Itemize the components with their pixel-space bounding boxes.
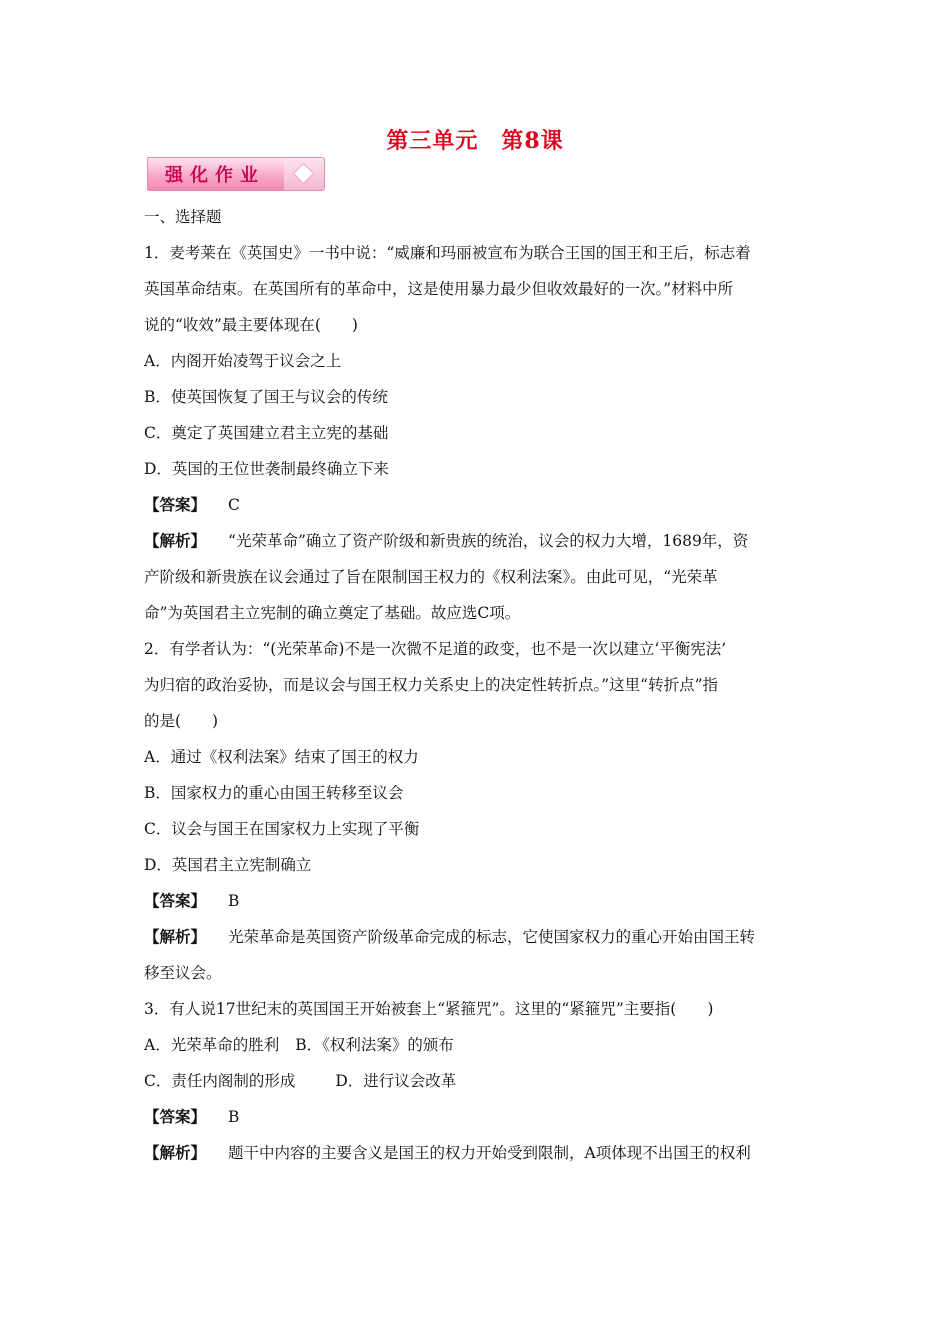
option-d: D．英国君主立宪制确立: [144, 856, 312, 874]
analysis-label: 【解析】: [144, 531, 207, 550]
document-body: [144, 199, 808, 1171]
analysis-line: [144, 1135, 808, 1171]
question-1: [144, 235, 808, 631]
analysis-text: “光荣革命”确立了资产阶级和新贵族的统治，议会的权力大增，1689年，资: [228, 532, 749, 550]
question-stem-line: 的是( ): [144, 712, 219, 730]
banner-label: 强化作业: [165, 165, 265, 186]
question-3: [144, 991, 808, 1171]
analysis-label: 【解析】: [144, 927, 207, 946]
answer-label: 【答案】: [144, 891, 207, 910]
analysis-text: 题干中内容的主要含义是国王的权力开始受到限制，A项体现不出国王的权利: [228, 1144, 751, 1162]
answer-value: C: [228, 496, 240, 514]
option-c: C．奠定了英国建立君主立宪的基础: [144, 424, 389, 442]
question-stem-line: 为归宿的政治妥协，而是议会与国王权力关系史上的决定性转折点。”这里“转折点”指: [144, 676, 719, 694]
options-row: [144, 1063, 808, 1099]
question-stem-line: 2．有学者认为：“(光荣革命)不是一次微不足道的政变，也不是一次以建立‘平衡宪法’: [144, 640, 727, 658]
option-a: A．内阁开始凌驾于议会之上: [144, 352, 342, 370]
analysis-label: 【解析】: [144, 1143, 207, 1162]
analysis-line: [144, 523, 808, 559]
option-b: B．国家权力的重心由国王转移至议会: [144, 784, 404, 802]
answer-value: B: [228, 1108, 240, 1126]
answer-value: B: [228, 892, 240, 910]
option-a: A．光荣革命的胜利: [144, 1036, 280, 1054]
analysis-line: 产阶级和新贵族在议会通过了旨在限制国王权力的《权利法案》。由此可见，“光荣革: [144, 568, 718, 586]
analysis-line: 命”为英国君主立宪制的确立奠定了基础。故应选C项。: [144, 604, 521, 622]
option-a: A．通过《权利法案》结束了国王的权力: [144, 748, 419, 766]
section-heading: 一、选择题: [144, 208, 222, 226]
question-stem-line: 1．麦考莱在《英国史》一书中说：“威廉和玛丽被宣布为联合王国的国王和王后，标志着: [144, 244, 751, 262]
answer-label: 【答案】: [144, 495, 207, 514]
analysis-text: 光荣革命是英国资产阶级革命完成的标志，它使国家权力的重心开始由国王转: [228, 928, 756, 946]
question-2: [144, 631, 808, 991]
answer-line: [144, 1099, 808, 1135]
option-d: D．进行议会改革: [335, 1072, 457, 1090]
answer-line: [144, 883, 808, 919]
option-b: B．《权利法案》的颁布: [295, 1036, 454, 1054]
option-c: C．议会与国王在国家权力上实现了平衡: [144, 820, 420, 838]
analysis-line: [144, 919, 808, 955]
options-row: [144, 1027, 808, 1063]
analysis-line: 移至议会。: [144, 964, 222, 982]
option-b: B．使英国恢复了国王与议会的传统: [144, 388, 388, 406]
option-d: D．英国的王位世袭制最终确立下来: [144, 460, 389, 478]
section-banner: [147, 157, 327, 191]
option-c: C．责任内阁制的形成: [144, 1072, 296, 1090]
question-stem-line: 说的“收效”最主要体现在( ): [144, 316, 358, 334]
answer-line: [144, 487, 808, 523]
question-stem-line: 英国革命结束。在英国所有的革命中，这是使用暴力最少但收效最好的一次。”材料中所: [144, 280, 734, 298]
answer-label: 【答案】: [144, 1107, 207, 1126]
page-title: 第三单元 第8课: [386, 128, 564, 154]
question-stem-line: 3．有人说17世纪末的英国国王开始被套上“紧箍咒”。这里的“紧箍咒”主要指( ): [144, 1000, 714, 1018]
